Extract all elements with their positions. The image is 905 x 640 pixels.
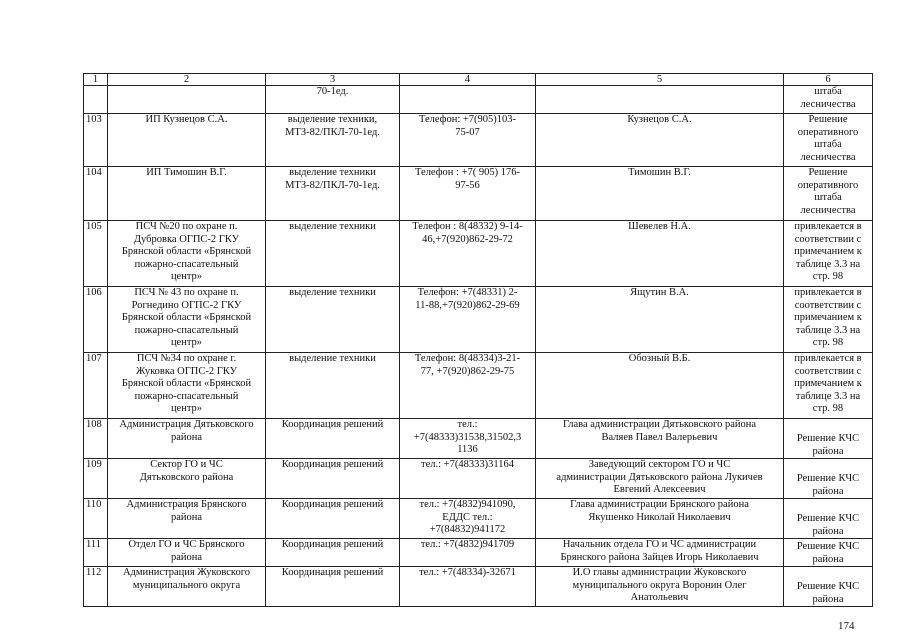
table-row (84, 221, 873, 287)
organization-cell: ПСЧ №20 по охране п. Дубровка ОГПС-2 ГКУ Брянской области «Брянской пожарно-спасательный центр» (108, 221, 266, 287)
row-number: 103 (84, 114, 108, 167)
header-cell: 1 (84, 74, 108, 86)
contacts-table (83, 73, 873, 607)
basis-cell: Решение КЧС района (784, 419, 873, 459)
contact-cell: Телефон : 8(48332) 9-14- 46,+7(920)862-29-72 (400, 221, 536, 287)
row-number: 108 (84, 419, 108, 459)
resource-cell: Координация решений (266, 419, 400, 459)
resource-cell: Координация решений (266, 539, 400, 567)
contact-cell: тел.: +7(48333)31164 (400, 459, 536, 499)
basis-cell: Решение КЧС района (784, 459, 873, 499)
table-row (84, 167, 873, 221)
header-cell: 4 (400, 74, 536, 86)
contact-cell: Телефон: +7(905)103- 75-07 (400, 114, 536, 167)
continuation-basis: штаба лесничества (784, 86, 873, 114)
resource-cell: выделение техники, МТЗ-82/ПКЛ-70-1ед. (266, 114, 400, 167)
person-cell: Шевелев Н.А. (536, 221, 784, 287)
basis-cell: привлекается в соответствии с примечанием к таблице 3.3 на стр. 98 (784, 221, 873, 287)
resource-cell: выделение техники МТЗ-82/ПКЛ-70-1ед. (266, 167, 400, 221)
organization-cell: ИП Кузнецов С.А. (108, 114, 266, 167)
resource-cell: Координация решений (266, 567, 400, 607)
header-cell: 3 (266, 74, 400, 86)
table-row (84, 499, 873, 539)
row-number: 107 (84, 353, 108, 419)
organization-cell: ПСЧ № 43 по охране п. Рогнедино ОГПС-2 ГКУ Брянской области «Брянской пожарно-спасательный центр» (108, 287, 266, 353)
basis-cell: Решение КЧС района (784, 567, 873, 607)
header-cell: 5 (536, 74, 784, 86)
basis-cell: привлекается в соответствии с примечанием к таблице 3.3 на стр. 98 (784, 287, 873, 353)
contact-cell: Телефон : +7( 905) 176- 97-56 (400, 167, 536, 221)
organization-cell: ПСЧ №34 по охране г. Жуковка ОГПС-2 ГКУ Брянской области «Брянской пожарно-спасательный центр» (108, 353, 266, 419)
row-number: 110 (84, 499, 108, 539)
row-number: 109 (84, 459, 108, 499)
table-row (84, 459, 873, 499)
row-number: 111 (84, 539, 108, 567)
person-cell: Заведующий сектором ГО и ЧС администрации Дятьковского района Лукичев Евгений Алексеевич (536, 459, 784, 499)
header-cell: 2 (108, 74, 266, 86)
contact-cell: Телефон: 8(48334)3-21- 77, +7(920)862-29-75 (400, 353, 536, 419)
continuation-resource: 70-1ед. (266, 86, 400, 114)
table-row (84, 567, 873, 607)
table-row (84, 419, 873, 459)
basis-cell: Решение КЧС района (784, 499, 873, 539)
contact-cell: тел.: +7(48334)-32671 (400, 567, 536, 607)
row-number: 106 (84, 287, 108, 353)
resource-cell: выделение техники (266, 221, 400, 287)
header-cell: 6 (784, 74, 873, 86)
resource-cell: выделение техники (266, 353, 400, 419)
row-number: 104 (84, 167, 108, 221)
resource-cell: выделение техники (266, 287, 400, 353)
basis-cell: Решение оперативного штаба лесничества (784, 167, 873, 221)
person-cell: Кузнецов С.А. (536, 114, 784, 167)
organization-cell: Сектор ГО и ЧС Дятьковского района (108, 459, 266, 499)
person-cell: Глава администрации Брянского района Якушенко Николай Николаевич (536, 499, 784, 539)
organization-cell: Отдел ГО и ЧС Брянского района (108, 539, 266, 567)
header-row (84, 74, 873, 86)
table-row (84, 287, 873, 353)
row-number: 105 (84, 221, 108, 287)
continuation-row (84, 86, 873, 114)
resource-cell: Координация решений (266, 459, 400, 499)
contact-cell: тел.: +7(4832)941709 (400, 539, 536, 567)
contact-cell: тел.: +7(4832)941090, ЕДДС тел.: +7(84832)941172 (400, 499, 536, 539)
person-cell: Тимошин В.Г. (536, 167, 784, 221)
basis-cell: Решение КЧС района (784, 539, 873, 567)
page-number: 174 (838, 620, 855, 632)
table-row (84, 539, 873, 567)
table-row (84, 353, 873, 419)
basis-cell: привлекается в соответствии с примечанием к таблице 3.3 на стр. 98 (784, 353, 873, 419)
person-cell: Глава администрации Дятьковского района Валяев Павел Валерьевич (536, 419, 784, 459)
organization-cell: Администрация Жуковского муниципального округа (108, 567, 266, 607)
contact-cell: тел.: +7(48333)31538,31502,3 1136 (400, 419, 536, 459)
person-cell: Ящутин В.А. (536, 287, 784, 353)
organization-cell: Администрация Брянского района (108, 499, 266, 539)
person-cell: Начальник отдела ГО и ЧС администрации Брянского района Зайцев Игорь Николаевич (536, 539, 784, 567)
table-row (84, 114, 873, 167)
row-number: 112 (84, 567, 108, 607)
organization-cell: Администрация Дятьковского района (108, 419, 266, 459)
person-cell: Обозный В.Б. (536, 353, 784, 419)
contact-cell: Телефон: +7(48331) 2- 11-88,+7(920)862-29-69 (400, 287, 536, 353)
organization-cell: ИП Тимошин В.Г. (108, 167, 266, 221)
resource-cell: Координация решений (266, 499, 400, 539)
person-cell: И.О главы администрации Жуковского муниципального округа Воронин Олег Анатольевич (536, 567, 784, 607)
basis-cell: Решение оперативного штаба лесничества (784, 114, 873, 167)
